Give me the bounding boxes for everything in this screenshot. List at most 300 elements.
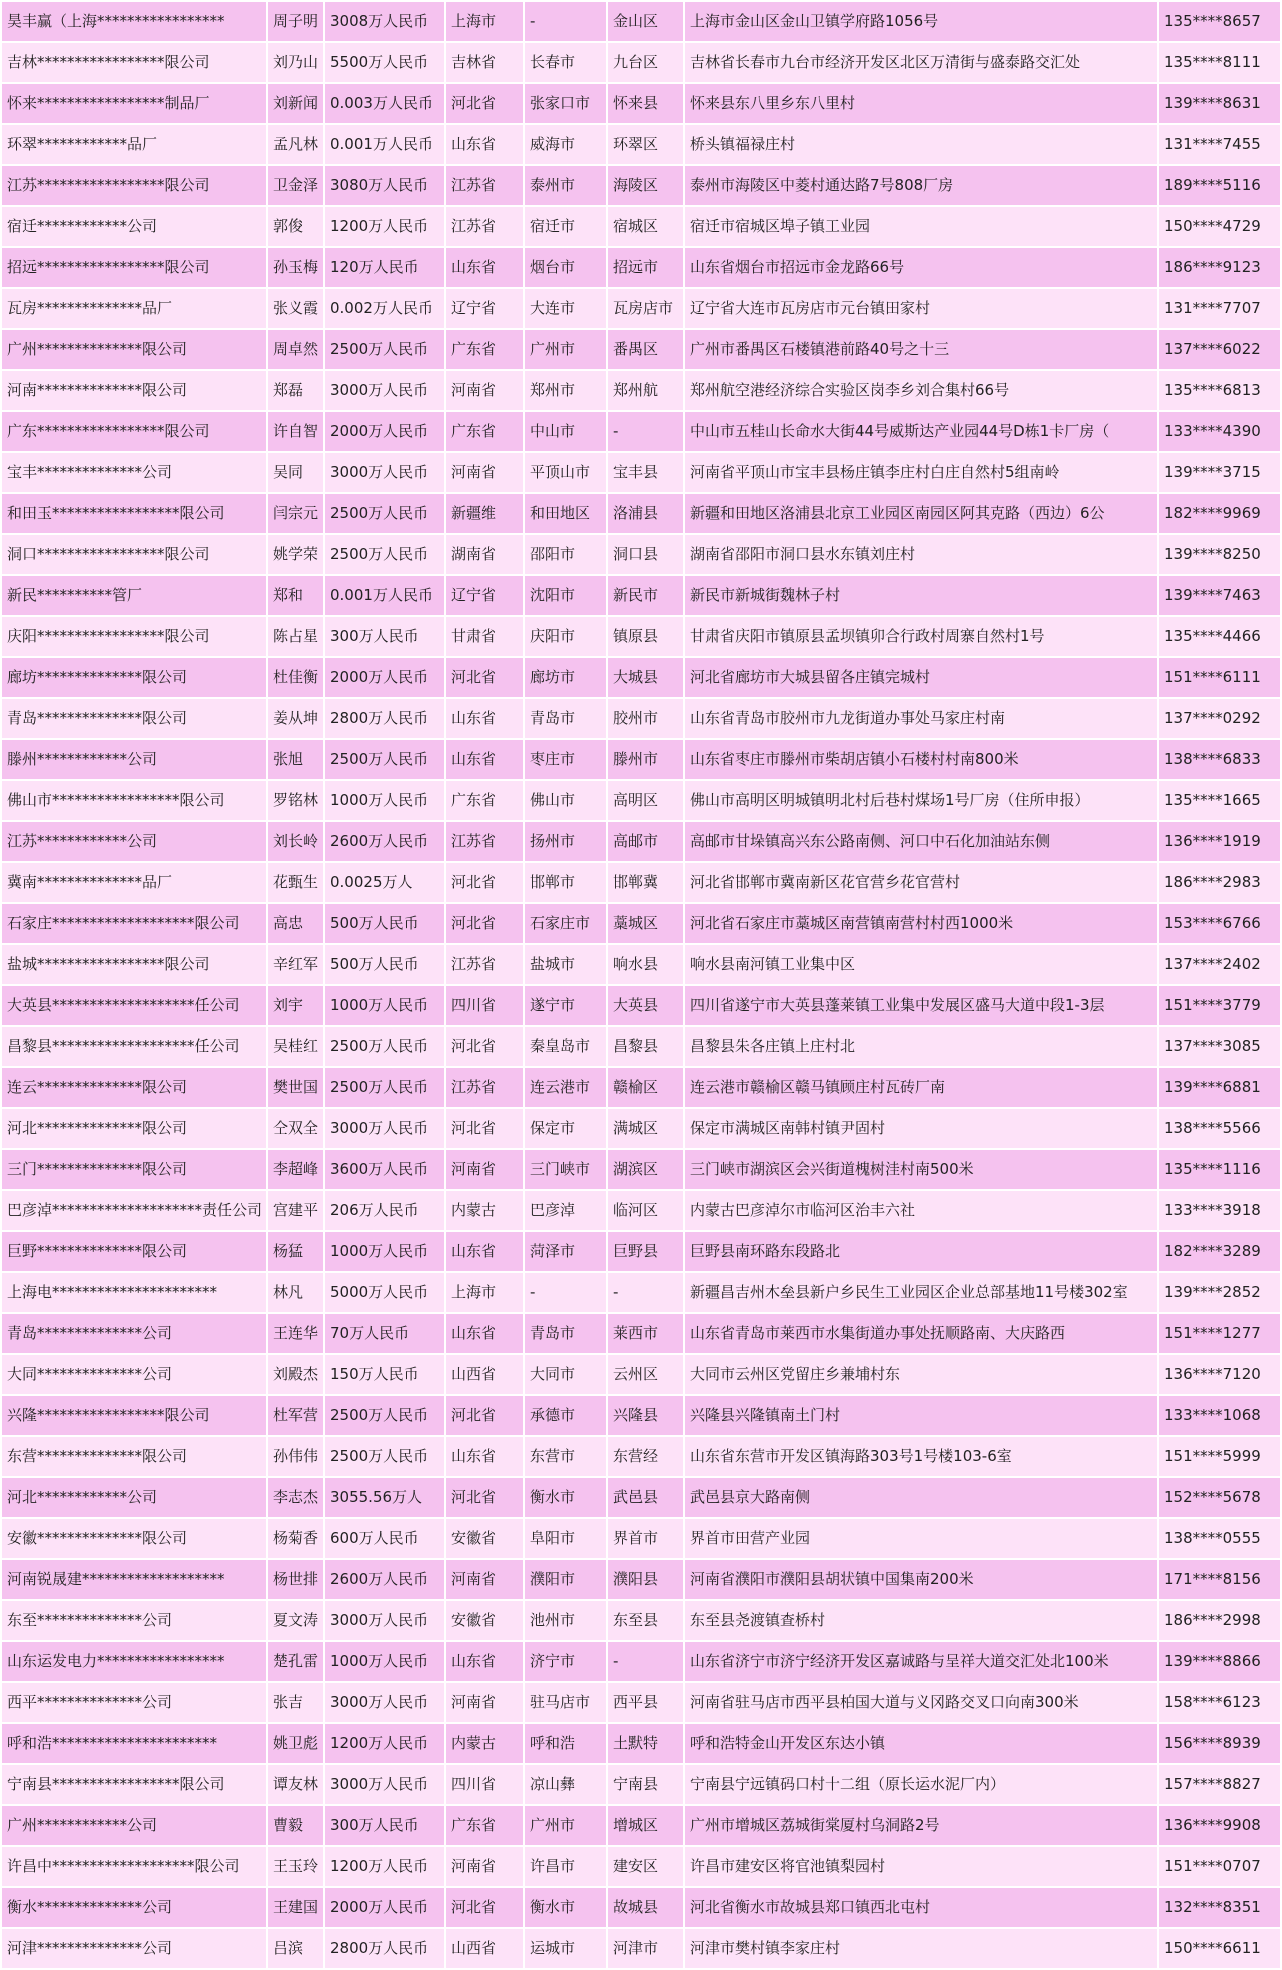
district-cell: 东营经 [607, 1436, 684, 1477]
city-cell: 张家口市 [524, 83, 607, 124]
province-cell: 广东省 [445, 780, 524, 821]
legal-rep-cell: 林凡 [267, 1272, 324, 1313]
city-cell: 濮阳市 [524, 1559, 607, 1600]
province-cell: 吉林省 [445, 42, 524, 83]
address-cell: 中山市五桂山长命水大街44号威斯达产业园44号D栋1卡厂房（ [684, 411, 1158, 452]
company-name-cell: 盐城*****************限公司 [1, 944, 267, 985]
district-cell: 湖滨区 [607, 1149, 684, 1190]
legal-rep-cell: 曹毅 [267, 1805, 324, 1846]
district-cell: 大英县 [607, 985, 684, 1026]
province-cell: 甘肃省 [445, 616, 524, 657]
company-name-cell: 上海电********************** [1, 1272, 267, 1313]
legal-rep-cell: 姜从坤 [267, 698, 324, 739]
table-row [1, 1559, 1281, 1600]
legal-rep-cell: 杨世排 [267, 1559, 324, 1600]
phone-cell: 131****7707 [1158, 288, 1281, 329]
address-cell: 四川省遂宁市大英县蓬莱镇工业集中发展区盛马大道中段1-3层 [684, 985, 1158, 1026]
city-cell: 长春市 [524, 42, 607, 83]
address-cell: 佛山市高明区明城镇明北村后巷村煤场1号厂房（住所申报） [684, 780, 1158, 821]
district-cell: 临河区 [607, 1190, 684, 1231]
address-cell: 河南省平顶山市宝丰县杨庄镇李庄村白庄自然村5组南岭 [684, 452, 1158, 493]
registered-capital-cell: 0.001万人民币 [324, 575, 445, 616]
city-cell: 衡水市 [524, 1477, 607, 1518]
company-name-cell: 连云**************限公司 [1, 1067, 267, 1108]
district-cell: 海陵区 [607, 165, 684, 206]
district-cell: 瓦房店市 [607, 288, 684, 329]
address-cell: 河北省衡水市故城县郑口镇西北屯村 [684, 1887, 1158, 1928]
district-cell: 环翠区 [607, 124, 684, 165]
table-row [1, 657, 1281, 698]
registered-capital-cell: 600万人民币 [324, 1518, 445, 1559]
legal-rep-cell: 杜佳衡 [267, 657, 324, 698]
registered-capital-cell: 2500万人民币 [324, 329, 445, 370]
company-name-cell: 广州************公司 [1, 1805, 267, 1846]
city-cell: 石家庄市 [524, 903, 607, 944]
registered-capital-cell: 1200万人民币 [324, 206, 445, 247]
province-cell: 江苏省 [445, 944, 524, 985]
legal-rep-cell: 楚孔雷 [267, 1641, 324, 1682]
district-cell: 宿城区 [607, 206, 684, 247]
address-cell: 广州市增城区荔城街棠厦村乌洞路2号 [684, 1805, 1158, 1846]
company-name-cell: 瓦房**************品厂 [1, 288, 267, 329]
phone-cell: 139****8250 [1158, 534, 1281, 575]
registered-capital-cell: 1000万人民币 [324, 1641, 445, 1682]
phone-cell: 135****8657 [1158, 1, 1281, 42]
province-cell: 河北省 [445, 1108, 524, 1149]
table-row [1, 247, 1281, 288]
province-cell: 河北省 [445, 1026, 524, 1067]
province-cell: 四川省 [445, 985, 524, 1026]
phone-cell: 135****1665 [1158, 780, 1281, 821]
company-name-cell: 庆阳*****************限公司 [1, 616, 267, 657]
phone-cell: 138****0555 [1158, 1518, 1281, 1559]
company-name-cell: 东至**************公司 [1, 1600, 267, 1641]
table-row [1, 903, 1281, 944]
company-name-cell: 大同**************公司 [1, 1354, 267, 1395]
registered-capital-cell: 0.0025万人 [324, 862, 445, 903]
phone-cell: 138****6833 [1158, 739, 1281, 780]
company-name-cell: 吉林*****************限公司 [1, 42, 267, 83]
city-cell: 大同市 [524, 1354, 607, 1395]
registered-capital-cell: 500万人民币 [324, 903, 445, 944]
phone-cell: 136****1919 [1158, 821, 1281, 862]
phone-cell: 135****8111 [1158, 42, 1281, 83]
table-row [1, 1846, 1281, 1887]
legal-rep-cell: 刘长岭 [267, 821, 324, 862]
province-cell: 河南省 [445, 1682, 524, 1723]
legal-rep-cell: 刘新闻 [267, 83, 324, 124]
province-cell: 河南省 [445, 1559, 524, 1600]
province-cell: 江苏省 [445, 206, 524, 247]
legal-rep-cell: 郑磊 [267, 370, 324, 411]
legal-rep-cell: 周子明 [267, 1, 324, 42]
province-cell: 河北省 [445, 862, 524, 903]
province-cell: 江苏省 [445, 165, 524, 206]
registered-capital-cell: 70万人民币 [324, 1313, 445, 1354]
table-row [1, 1067, 1281, 1108]
registered-capital-cell: 2500万人民币 [324, 493, 445, 534]
registered-capital-cell: 0.003万人民币 [324, 83, 445, 124]
registered-capital-cell: 1200万人民币 [324, 1846, 445, 1887]
phone-cell: 135****4466 [1158, 616, 1281, 657]
address-cell: 许昌市建安区将官池镇梨园村 [684, 1846, 1158, 1887]
phone-cell: 157****8827 [1158, 1764, 1281, 1805]
city-cell: 盐城市 [524, 944, 607, 985]
table-row [1, 1600, 1281, 1641]
district-cell: 洞口县 [607, 534, 684, 575]
district-cell: 高邮市 [607, 821, 684, 862]
address-cell: 河北省廊坊市大城县留各庄镇完城村 [684, 657, 1158, 698]
table-row [1, 698, 1281, 739]
registered-capital-cell: 2500万人民币 [324, 1436, 445, 1477]
district-cell: 河津市 [607, 1928, 684, 1969]
province-cell: 上海市 [445, 1, 524, 42]
legal-rep-cell: 杨菊香 [267, 1518, 324, 1559]
address-cell: 吉林省长春市九台市经济开发区北区万清街与盛泰路交汇处 [684, 42, 1158, 83]
phone-cell: 158****6123 [1158, 1682, 1281, 1723]
table-row [1, 165, 1281, 206]
phone-cell: 182****9969 [1158, 493, 1281, 534]
registered-capital-cell: 2800万人民币 [324, 1928, 445, 1969]
address-cell: 连云港市赣榆区赣马镇顾庄村瓦砖厂南 [684, 1067, 1158, 1108]
address-cell: 山东省东营市开发区镇海路303号1号楼103-6室 [684, 1436, 1158, 1477]
registered-capital-cell: 2000万人民币 [324, 1887, 445, 1928]
province-cell: 山东省 [445, 739, 524, 780]
legal-rep-cell: 吕滨 [267, 1928, 324, 1969]
phone-cell: 133****1068 [1158, 1395, 1281, 1436]
city-cell: 遂宁市 [524, 985, 607, 1026]
table-row [1, 1764, 1281, 1805]
table-row [1, 1, 1281, 42]
city-cell: 泰州市 [524, 165, 607, 206]
company-name-cell: 兴隆*****************限公司 [1, 1395, 267, 1436]
city-cell: 宿迁市 [524, 206, 607, 247]
province-cell: 河南省 [445, 370, 524, 411]
table-row [1, 288, 1281, 329]
legal-rep-cell: 罗铭林 [267, 780, 324, 821]
registered-capital-cell: 3600万人民币 [324, 1149, 445, 1190]
table-row [1, 1149, 1281, 1190]
district-cell: 大城县 [607, 657, 684, 698]
table-row [1, 1723, 1281, 1764]
phone-cell: 135****1116 [1158, 1149, 1281, 1190]
province-cell: 河北省 [445, 1395, 524, 1436]
province-cell: 河北省 [445, 1887, 524, 1928]
province-cell: 广东省 [445, 1805, 524, 1846]
district-cell: 西平县 [607, 1682, 684, 1723]
registered-capital-cell: 3000万人民币 [324, 1764, 445, 1805]
company-name-cell: 滕州************公司 [1, 739, 267, 780]
registered-capital-cell: 3080万人民币 [324, 165, 445, 206]
phone-cell: 139****7463 [1158, 575, 1281, 616]
address-cell: 山东省青岛市胶州市九龙街道办事处马家庄村南 [684, 698, 1158, 739]
phone-cell: 152****5678 [1158, 1477, 1281, 1518]
table-row [1, 780, 1281, 821]
legal-rep-cell: 周卓然 [267, 329, 324, 370]
address-cell: 桥头镇福禄庄村 [684, 124, 1158, 165]
address-cell: 武邑县京大路南侧 [684, 1477, 1158, 1518]
table-row [1, 862, 1281, 903]
province-cell: 江苏省 [445, 821, 524, 862]
province-cell: 安徽省 [445, 1518, 524, 1559]
registered-capital-cell: 300万人民币 [324, 616, 445, 657]
address-cell: 河北省石家庄市藁城区南营镇南营村村西1000米 [684, 903, 1158, 944]
legal-rep-cell: 刘宇 [267, 985, 324, 1026]
registered-capital-cell: 0.002万人民币 [324, 288, 445, 329]
registered-capital-cell: 1200万人民币 [324, 1723, 445, 1764]
phone-cell: 137****3085 [1158, 1026, 1281, 1067]
legal-rep-cell: 许自智 [267, 411, 324, 452]
table-row [1, 1805, 1281, 1846]
registered-capital-cell: 3055.56万人 [324, 1477, 445, 1518]
city-cell: 烟台市 [524, 247, 607, 288]
phone-cell: 151****1277 [1158, 1313, 1281, 1354]
company-name-cell: 呼和浩********************** [1, 1723, 267, 1764]
city-cell: 阜阳市 [524, 1518, 607, 1559]
legal-rep-cell: 姚卫彪 [267, 1723, 324, 1764]
company-name-cell: 昌黎县*******************任公司 [1, 1026, 267, 1067]
address-cell: 河北省邯郸市冀南新区花官营乡花官营村 [684, 862, 1158, 903]
district-cell: 郑州航 [607, 370, 684, 411]
district-cell: 建安区 [607, 1846, 684, 1887]
province-cell: 河北省 [445, 903, 524, 944]
city-cell: 驻马店市 [524, 1682, 607, 1723]
city-cell: 呼和浩 [524, 1723, 607, 1764]
table-row [1, 1190, 1281, 1231]
district-cell: 响水县 [607, 944, 684, 985]
address-cell: 东至县尧渡镇查桥村 [684, 1600, 1158, 1641]
registered-capital-cell: 206万人民币 [324, 1190, 445, 1231]
table-row [1, 821, 1281, 862]
registered-capital-cell: 2600万人民币 [324, 821, 445, 862]
phone-cell: 138****5566 [1158, 1108, 1281, 1149]
district-cell: 怀来县 [607, 83, 684, 124]
province-cell: 辽宁省 [445, 575, 524, 616]
province-cell: 新疆维 [445, 493, 524, 534]
legal-rep-cell: 陈占星 [267, 616, 324, 657]
province-cell: 山东省 [445, 698, 524, 739]
province-cell: 广东省 [445, 411, 524, 452]
address-cell: 上海市金山区金山卫镇学府路1056号 [684, 1, 1158, 42]
table-row [1, 1354, 1281, 1395]
table-row [1, 370, 1281, 411]
table-row [1, 1231, 1281, 1272]
registered-capital-cell: 1000万人民币 [324, 985, 445, 1026]
district-cell: 兴隆县 [607, 1395, 684, 1436]
phone-cell: 137****2402 [1158, 944, 1281, 985]
table-row [1, 1313, 1281, 1354]
company-name-cell: 宿迁************公司 [1, 206, 267, 247]
address-cell: 山东省青岛市莱西市水集街道办事处抚顺路南、大庆路西 [684, 1313, 1158, 1354]
address-cell: 高邮市甘垛镇高兴东公路南侧、河口中石化加油站东侧 [684, 821, 1158, 862]
phone-cell: 136****7120 [1158, 1354, 1281, 1395]
company-name-cell: 河南**************限公司 [1, 370, 267, 411]
district-cell: - [607, 1641, 684, 1682]
registered-capital-cell: 2600万人民币 [324, 1559, 445, 1600]
company-name-cell: 环翠************品厂 [1, 124, 267, 165]
city-cell: 东营市 [524, 1436, 607, 1477]
province-cell: 河南省 [445, 452, 524, 493]
address-cell: 巨野县南环路东段路北 [684, 1231, 1158, 1272]
company-name-cell: 衡水**************公司 [1, 1887, 267, 1928]
phone-cell: 151****5999 [1158, 1436, 1281, 1477]
address-cell: 新疆和田地区洛浦县北京工业园区南园区阿其克路（西边）6公 [684, 493, 1158, 534]
address-cell: 河南省驻马店市西平县柏国大道与义冈路交叉口向南300米 [684, 1682, 1158, 1723]
province-cell: 四川省 [445, 1764, 524, 1805]
company-name-cell: 廊坊**************限公司 [1, 657, 267, 698]
registered-capital-cell: 1000万人民币 [324, 780, 445, 821]
registered-capital-cell: 3008万人民币 [324, 1, 445, 42]
company-name-cell: 河北**************限公司 [1, 1108, 267, 1149]
phone-cell: 151****6111 [1158, 657, 1281, 698]
address-cell: 山东省烟台市招远市金龙路66号 [684, 247, 1158, 288]
district-cell: 宁南县 [607, 1764, 684, 1805]
city-cell: 秦皇岛市 [524, 1026, 607, 1067]
registered-capital-cell: 5500万人民币 [324, 42, 445, 83]
company-name-cell: 广东*****************限公司 [1, 411, 267, 452]
company-name-cell: 河津**************公司 [1, 1928, 267, 1969]
address-cell: 山东省枣庄市滕州市柴胡店镇小石楼村村南800米 [684, 739, 1158, 780]
phone-cell: 153****6766 [1158, 903, 1281, 944]
city-cell: 池州市 [524, 1600, 607, 1641]
phone-cell: 131****7455 [1158, 124, 1281, 165]
phone-cell: 137****0292 [1158, 698, 1281, 739]
address-cell: 大同市云州区党留庄乡兼埔村东 [684, 1354, 1158, 1395]
district-cell: 番禺区 [607, 329, 684, 370]
phone-cell: 151****0707 [1158, 1846, 1281, 1887]
district-cell: 濮阳县 [607, 1559, 684, 1600]
company-name-cell: 河北************公司 [1, 1477, 267, 1518]
company-name-cell: 江苏************公司 [1, 821, 267, 862]
legal-rep-cell: 王建国 [267, 1887, 324, 1928]
city-cell: 连云港市 [524, 1067, 607, 1108]
address-cell: 保定市满城区南韩村镇尹固村 [684, 1108, 1158, 1149]
registered-capital-cell: 2500万人民币 [324, 534, 445, 575]
table-row [1, 1272, 1281, 1313]
legal-rep-cell: 张吉 [267, 1682, 324, 1723]
district-cell: 胶州市 [607, 698, 684, 739]
table-body [1, 1, 1281, 1969]
district-cell: 宝丰县 [607, 452, 684, 493]
legal-rep-cell: 高忠 [267, 903, 324, 944]
company-name-cell: 冀南**************品厂 [1, 862, 267, 903]
district-cell: 镇原县 [607, 616, 684, 657]
company-name-cell: 山东运发电力***************** [1, 1641, 267, 1682]
phone-cell: 186****2998 [1158, 1600, 1281, 1641]
address-cell: 昌黎县朱各庄镇上庄村北 [684, 1026, 1158, 1067]
province-cell: 山东省 [445, 1313, 524, 1354]
district-cell: 昌黎县 [607, 1026, 684, 1067]
city-cell: 巴彦淖 [524, 1190, 607, 1231]
address-cell: 郑州航空港经济综合实验区岗李乡刘合集村66号 [684, 370, 1158, 411]
province-cell: 辽宁省 [445, 288, 524, 329]
province-cell: 安徽省 [445, 1600, 524, 1641]
registered-capital-cell: 3000万人民币 [324, 370, 445, 411]
district-cell: 洛浦县 [607, 493, 684, 534]
district-cell: 莱西市 [607, 1313, 684, 1354]
legal-rep-cell: 李超峰 [267, 1149, 324, 1190]
company-name-cell: 青岛**************限公司 [1, 698, 267, 739]
phone-cell: 133****4390 [1158, 411, 1281, 452]
table-row [1, 1477, 1281, 1518]
registered-capital-cell: 2500万人民币 [324, 1026, 445, 1067]
company-name-cell: 洞口*****************限公司 [1, 534, 267, 575]
address-cell: 辽宁省大连市瓦房店市元台镇田家村 [684, 288, 1158, 329]
address-cell: 内蒙古巴彦淖尔市临河区治丰六社 [684, 1190, 1158, 1231]
city-cell: - [524, 1, 607, 42]
province-cell: 山东省 [445, 247, 524, 288]
legal-rep-cell: 王连华 [267, 1313, 324, 1354]
company-name-cell: 许昌中*******************限公司 [1, 1846, 267, 1887]
province-cell: 上海市 [445, 1272, 524, 1313]
phone-cell: 139****6881 [1158, 1067, 1281, 1108]
address-cell: 响水县南河镇工业集中区 [684, 944, 1158, 985]
legal-rep-cell: 花甄生 [267, 862, 324, 903]
city-cell: 青岛市 [524, 1313, 607, 1354]
legal-rep-cell: 樊世国 [267, 1067, 324, 1108]
address-cell: 河津市樊村镇李家庄村 [684, 1928, 1158, 1969]
phone-cell: 151****3779 [1158, 985, 1281, 1026]
address-cell: 怀来县东八里乡东八里村 [684, 83, 1158, 124]
province-cell: 山西省 [445, 1928, 524, 1969]
city-cell: 运城市 [524, 1928, 607, 1969]
phone-cell: 136****9908 [1158, 1805, 1281, 1846]
phone-cell: 139****3715 [1158, 452, 1281, 493]
legal-rep-cell: 姚学荣 [267, 534, 324, 575]
district-cell: 九台区 [607, 42, 684, 83]
address-cell: 兴隆县兴隆镇南土门村 [684, 1395, 1158, 1436]
company-name-cell: 青岛**************公司 [1, 1313, 267, 1354]
legal-rep-cell: 张旭 [267, 739, 324, 780]
phone-cell: 139****8631 [1158, 83, 1281, 124]
table-row [1, 329, 1281, 370]
phone-cell: 156****8939 [1158, 1723, 1281, 1764]
table-row [1, 83, 1281, 124]
city-cell: 平顶山市 [524, 452, 607, 493]
legal-rep-cell: 宫建平 [267, 1190, 324, 1231]
city-cell: 三门峡市 [524, 1149, 607, 1190]
registered-capital-cell: 500万人民币 [324, 944, 445, 985]
city-cell: 庆阳市 [524, 616, 607, 657]
city-cell: 许昌市 [524, 1846, 607, 1887]
city-cell: 青岛市 [524, 698, 607, 739]
registered-capital-cell: 120万人民币 [324, 247, 445, 288]
city-cell: 凉山彝 [524, 1764, 607, 1805]
registered-capital-cell: 0.001万人民币 [324, 124, 445, 165]
district-cell: 招远市 [607, 247, 684, 288]
company-name-cell: 河南锐晟建******************* [1, 1559, 267, 1600]
registered-capital-cell: 150万人民币 [324, 1354, 445, 1395]
district-cell: 巨野县 [607, 1231, 684, 1272]
legal-rep-cell: 张义霞 [267, 288, 324, 329]
city-cell: 济宁市 [524, 1641, 607, 1682]
province-cell: 河北省 [445, 657, 524, 698]
province-cell: 内蒙古 [445, 1723, 524, 1764]
legal-rep-cell: 卫金泽 [267, 165, 324, 206]
district-cell: 土默特 [607, 1723, 684, 1764]
company-name-cell: 昊丰赢（上海***************** [1, 1, 267, 42]
registered-capital-cell: 3000万人民币 [324, 1600, 445, 1641]
registered-capital-cell: 300万人民币 [324, 1805, 445, 1846]
city-cell: 枣庄市 [524, 739, 607, 780]
table-row [1, 1518, 1281, 1559]
city-cell: - [524, 1272, 607, 1313]
city-cell: 承德市 [524, 1395, 607, 1436]
registered-capital-cell: 3000万人民币 [324, 452, 445, 493]
district-cell: 东至县 [607, 1600, 684, 1641]
phone-cell: 132****8351 [1158, 1887, 1281, 1928]
registered-capital-cell: 2800万人民币 [324, 698, 445, 739]
